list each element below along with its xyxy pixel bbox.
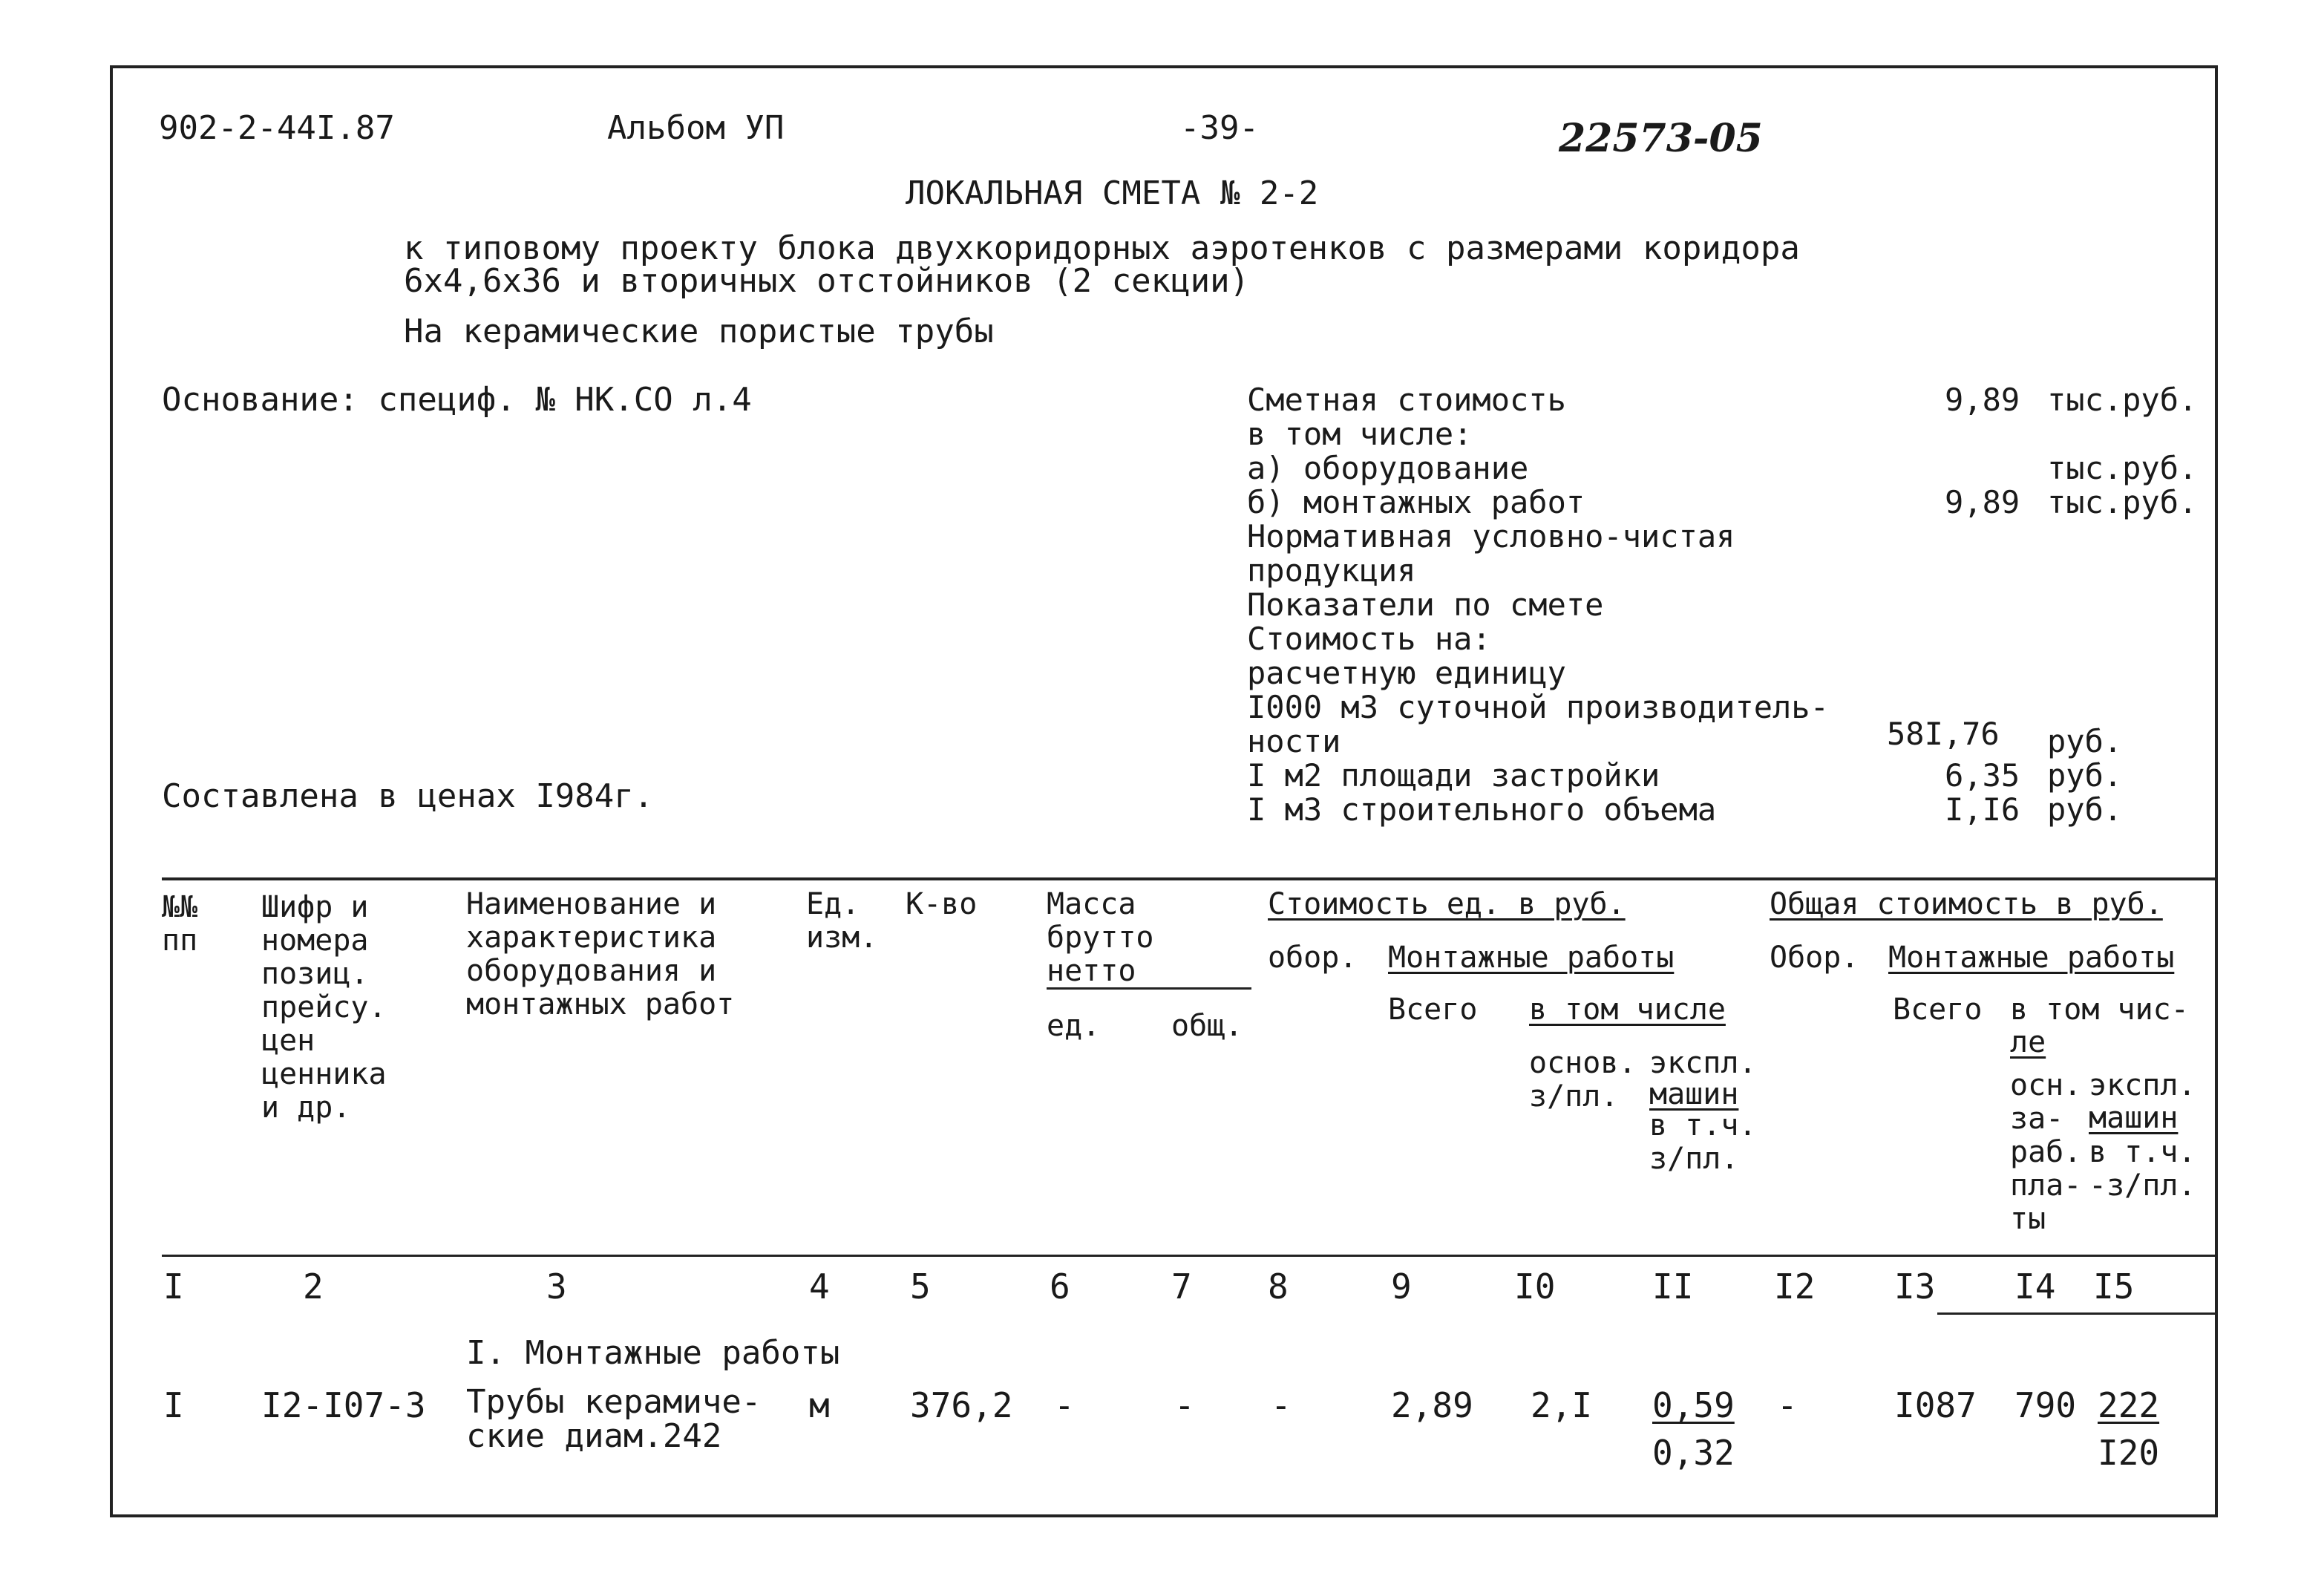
summary-label: в том числе: xyxy=(1247,416,1473,452)
summary-unit: тыс.руб. xyxy=(2047,382,2198,418)
album-label: Альбом УП xyxy=(607,109,785,147)
header-bottom-rule xyxy=(162,1255,2215,1257)
summary-row xyxy=(1247,520,2212,554)
summary-label: продукция xyxy=(1247,552,1416,589)
vtch-unit-header: в т.ч. з/пл. xyxy=(1649,1108,1757,1176)
column-number: I0 xyxy=(1514,1266,1556,1307)
column-number: 3 xyxy=(546,1266,567,1307)
row-total: 2,89 xyxy=(1391,1385,1473,1425)
colnum-bottom-rule xyxy=(1937,1312,2215,1315)
row-total-sum: I087 xyxy=(1894,1385,1977,1425)
column-number: 9 xyxy=(1391,1266,1412,1307)
summary-value: 9,89 xyxy=(1945,382,2020,418)
summary-row xyxy=(1247,690,2212,725)
column-number: 6 xyxy=(1050,1266,1070,1307)
column-number: I xyxy=(163,1266,184,1307)
cost-summary xyxy=(1247,383,2212,827)
column-number: I2 xyxy=(1774,1266,1816,1307)
basis-line: Основание: специф. № НК.СО л.4 xyxy=(162,381,752,419)
col-header-qty: К-во xyxy=(906,887,978,921)
row-unit: м xyxy=(809,1385,830,1425)
row-qty: 376,2 xyxy=(910,1385,1013,1425)
col-header-mass-total: общ. xyxy=(1171,1009,1243,1043)
row-machine: 0,59 xyxy=(1652,1385,1735,1425)
summary-row xyxy=(1247,716,2212,759)
subtitle-line1: к типовому проекту блока двухкоридорных аэротенков с размерами коридора xyxy=(404,229,1800,267)
summary-row xyxy=(1247,554,2212,588)
mashin-unit-header: машин xyxy=(1649,1077,1739,1111)
summary-row xyxy=(1247,656,2212,690)
vsego-unit-header: Всего xyxy=(1388,993,1478,1027)
subtitle-line2: 6х4,6х36 и вторичных отстойников (2 секции) xyxy=(404,262,1250,300)
summary-label: расчетную единицу xyxy=(1247,655,1566,691)
summary-label: I000 м3 суточной производитель- xyxy=(1247,689,1829,725)
osn-total-header: осн. за- раб. пла- ты xyxy=(2010,1068,2082,1236)
vtom-unit-header: в том числе xyxy=(1529,993,1726,1027)
osnov-unit-header: основ. з/пл. xyxy=(1529,1046,1637,1114)
row-equipment: - xyxy=(1271,1385,1292,1425)
estimate-title: ЛОКАЛЬНАЯ СМЕТА № 2-2 xyxy=(906,174,1319,212)
row-num: I xyxy=(163,1385,184,1425)
ekspl-total-header: экспл. xyxy=(2089,1068,2196,1102)
summary-label: I м3 строительного объема xyxy=(1247,791,1717,828)
summary-label: ности xyxy=(1247,723,1341,759)
vtom-total-header-1: в том чис- xyxy=(2010,993,2189,1027)
summary-row xyxy=(1247,759,2212,793)
summary-label: I м2 площади застройки xyxy=(1247,757,1660,794)
mashin-total-header: машин xyxy=(2089,1101,2179,1135)
row-wage-sum: 790 xyxy=(2014,1385,2077,1425)
summary-label: Нормативная условно-чистая xyxy=(1247,518,1735,555)
summary-row xyxy=(1247,793,2212,827)
column-number: 4 xyxy=(809,1266,830,1307)
frame-right xyxy=(2215,65,2218,1517)
row-name: Трубы керамиче- ские диам.242 xyxy=(466,1383,762,1455)
ekspl-unit-header: экспл. xyxy=(1649,1046,1757,1080)
document-code: 902-2-44I.87 xyxy=(159,109,395,147)
summary-value: 6,35 xyxy=(1945,757,2020,794)
vtom-total-header-2: ле xyxy=(2010,1025,2046,1059)
frame-top xyxy=(110,65,2218,68)
col-header-netto: нетто xyxy=(1047,954,1136,988)
col-header-num: №№ пп xyxy=(162,890,198,958)
page-number: -39- xyxy=(1180,109,1259,147)
summary-value: I,I6 xyxy=(1945,791,2020,828)
row-base-wage: 2,I xyxy=(1531,1385,1593,1425)
row-mass-total: - xyxy=(1174,1385,1195,1425)
equipment-total-header: Обор. xyxy=(1770,941,1859,975)
equipment-unit-header: обор. xyxy=(1268,941,1358,975)
summary-row xyxy=(1247,486,2212,520)
column-number: I4 xyxy=(2014,1266,2056,1307)
column-number: I3 xyxy=(1894,1266,1936,1307)
frame-bottom xyxy=(110,1514,2218,1517)
column-number: 5 xyxy=(910,1266,931,1307)
summary-unit: тыс.руб. xyxy=(2047,484,2198,520)
compiled-line: Составлена в ценах I984г. xyxy=(162,777,654,815)
summary-unit: руб. xyxy=(2047,791,2123,828)
table-top-rule xyxy=(162,877,2215,880)
summary-row xyxy=(1247,417,2212,451)
summary-value: 58I,76 xyxy=(1887,716,2000,752)
summary-label: Показатели по смете xyxy=(1247,586,1604,623)
row-code: I2-I07-3 xyxy=(261,1385,426,1425)
section-title: I. Монтажные работы xyxy=(466,1334,840,1372)
summary-row xyxy=(1247,383,2212,417)
summary-row xyxy=(1247,622,2212,656)
mont-total-header: Монтажные работы xyxy=(1888,941,2175,975)
unit-cost-header: Стоимость ед. в руб. xyxy=(1268,887,1626,921)
col-header-name: Наименование и характеристика оборудования и монтажных работ xyxy=(466,887,735,1021)
summary-label: б) монтажных работ xyxy=(1247,484,1585,520)
purpose-line: На керамические пористые трубы xyxy=(404,313,994,350)
vtch-total-header: в т.ч. -з/пл. xyxy=(2089,1135,2196,1203)
summary-label: а) оборудование xyxy=(1247,450,1529,486)
row-machine-sum: 222 xyxy=(2098,1385,2160,1425)
frame-left xyxy=(110,65,113,1517)
row-equipment-sum: - xyxy=(1777,1385,1798,1425)
summary-unit: тыс.руб. xyxy=(2047,450,2198,486)
summary-unit: руб. xyxy=(2047,723,2123,759)
col-header-unit: Ед. изм. xyxy=(806,887,878,955)
column-number: II xyxy=(1652,1266,1694,1307)
archive-number-handwritten: 22573-05 xyxy=(1559,116,1763,161)
row-machine-wage: 0,32 xyxy=(1652,1433,1735,1473)
mont-unit-header: Монтажные работы xyxy=(1388,941,1675,975)
summary-unit: руб. xyxy=(2047,757,2123,794)
summary-value: 9,89 xyxy=(1945,484,2020,520)
summary-row xyxy=(1247,451,2212,486)
col-header-mass-unit: ед. xyxy=(1047,1009,1101,1043)
row-mass-unit: - xyxy=(1054,1385,1075,1425)
col-header-mass: Масса брутто xyxy=(1047,887,1154,955)
total-cost-header: Общая стоимость в руб. xyxy=(1770,887,2163,921)
column-number: 7 xyxy=(1171,1266,1192,1307)
summary-label: Стоимость на: xyxy=(1247,621,1491,657)
vsego-total-header: Всего xyxy=(1893,993,1983,1027)
col-header-code: Шифр и номера позиц. прейсу. цен ценника и др. xyxy=(261,890,387,1125)
row-machine-wage-sum: I20 xyxy=(2098,1433,2160,1473)
column-number: 2 xyxy=(303,1266,324,1307)
column-number: I5 xyxy=(2093,1266,2135,1307)
column-number: 8 xyxy=(1268,1266,1289,1307)
summary-row xyxy=(1247,588,2212,622)
summary-label: Сметная стоимость xyxy=(1247,382,1566,418)
